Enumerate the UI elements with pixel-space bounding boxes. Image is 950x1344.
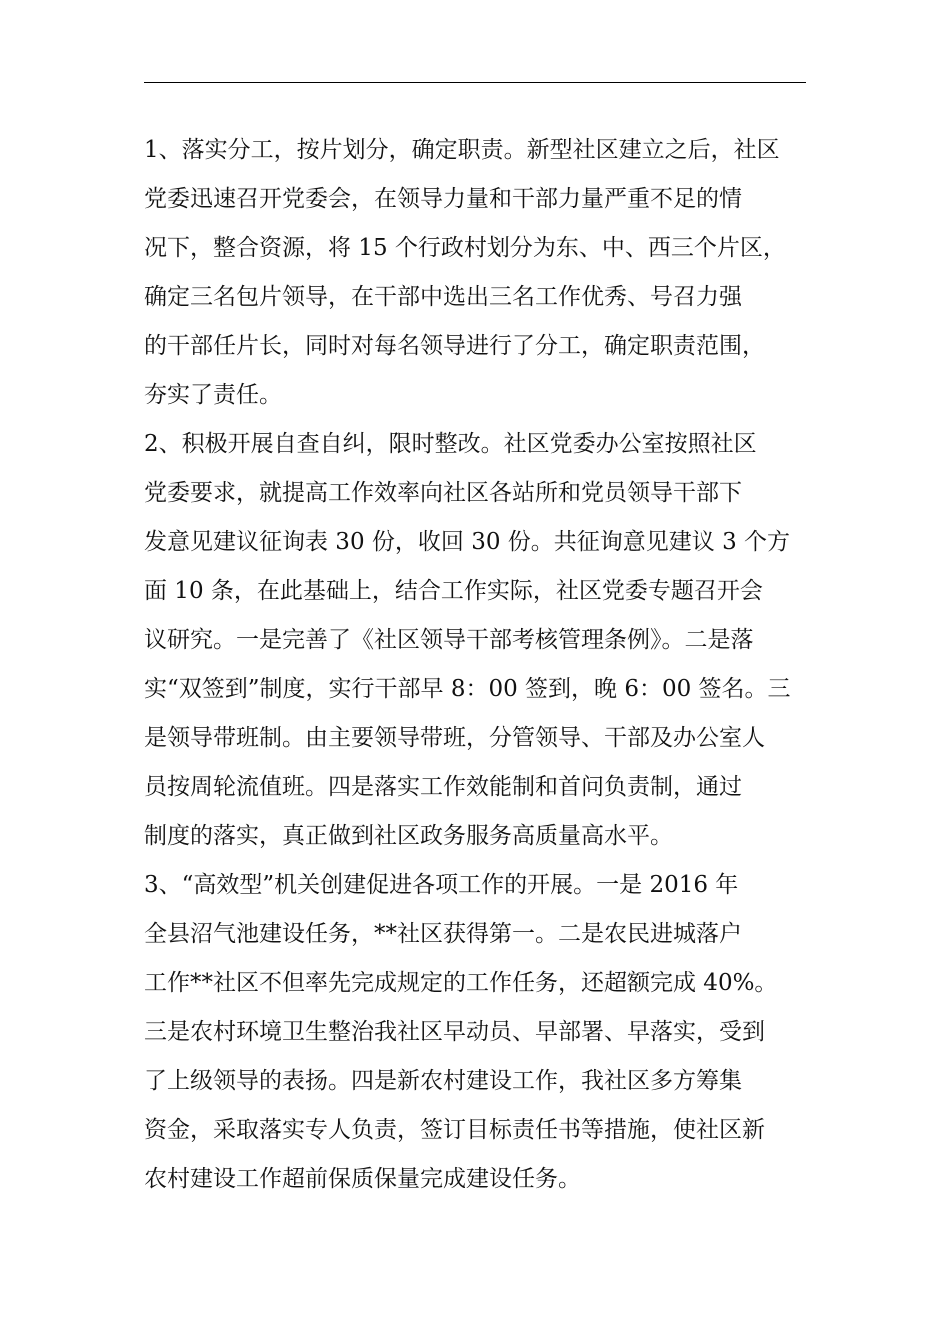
text-line: 3、“高效型”机关创建促进各项工作的开展。一是 2016 年 (144, 872, 739, 898)
text-line: 1、落实分工，按片划分，确定职责。新型社区建立之后，社区 (144, 137, 780, 163)
text-line: 全县沼气池建设任务，**社区获得第一。二是农民进城落户 (144, 921, 742, 947)
paragraph-1 (144, 126, 808, 420)
text-line: 资金，采取落实专人负责，签订目标责任书等措施，使社区新 (144, 1117, 765, 1143)
text-line: 面 10 条，在此基础上，结合工作实际，社区党委专题召开会 (144, 578, 763, 604)
document-body (144, 126, 808, 1204)
text-line: 议研究。一是完善了《社区领导干部考核管理条例》。二是落 (144, 627, 754, 653)
text-line: 党委迅速召开党委会，在领导力量和干部力量严重不足的情 (144, 186, 742, 212)
text-line: 制度的落实，真正做到社区政务服务高质量高水平。 (144, 823, 673, 849)
text-line: 三是农村环境卫生整治我社区早动员、早部署、早落实，受到 (144, 1019, 765, 1045)
text-line: 况下，整合资源，将 15 个行政村划分为东、中、西三个片区， (144, 235, 786, 261)
text-line: 是领导带班制。由主要领导带班，分管领导、干部及办公室人 (144, 725, 765, 751)
text-line: 实“双签到”制度，实行干部早 8：00 签到，晚 6：00 签名。三 (144, 676, 791, 702)
header-rule (144, 82, 806, 83)
text-line: 确定三名包片领导，在干部中选出三名工作优秀、号召力强 (144, 284, 742, 310)
paragraph-2 (144, 420, 808, 861)
text-line: 夯实了责任。 (144, 382, 282, 408)
paragraph-3 (144, 861, 808, 1204)
text-line: 2、积极开展自查自纠，限时整改。社区党委办公室按照社区 (144, 431, 757, 457)
text-line: 农村建设工作超前保质保量完成建设任务。 (144, 1166, 581, 1192)
text-line: 了上级领导的表扬。四是新农村建设工作，我社区多方筹集 (144, 1068, 742, 1094)
text-line: 的干部任片长，同时对每名领导进行了分工，确定职责范围， (144, 333, 765, 359)
text-line: 员按周轮流值班。四是落实工作效能制和首问负责制，通过 (144, 774, 742, 800)
text-line: 党委要求，就提高工作效率向社区各站所和党员领导干部下 (144, 480, 742, 506)
text-line: 发意见建议征询表 30 份，收回 30 份。共征询意见建议 3 个方 (144, 529, 791, 555)
text-line: 工作**社区不但率先完成规定的工作任务，还超额完成 40%。 (144, 970, 778, 996)
